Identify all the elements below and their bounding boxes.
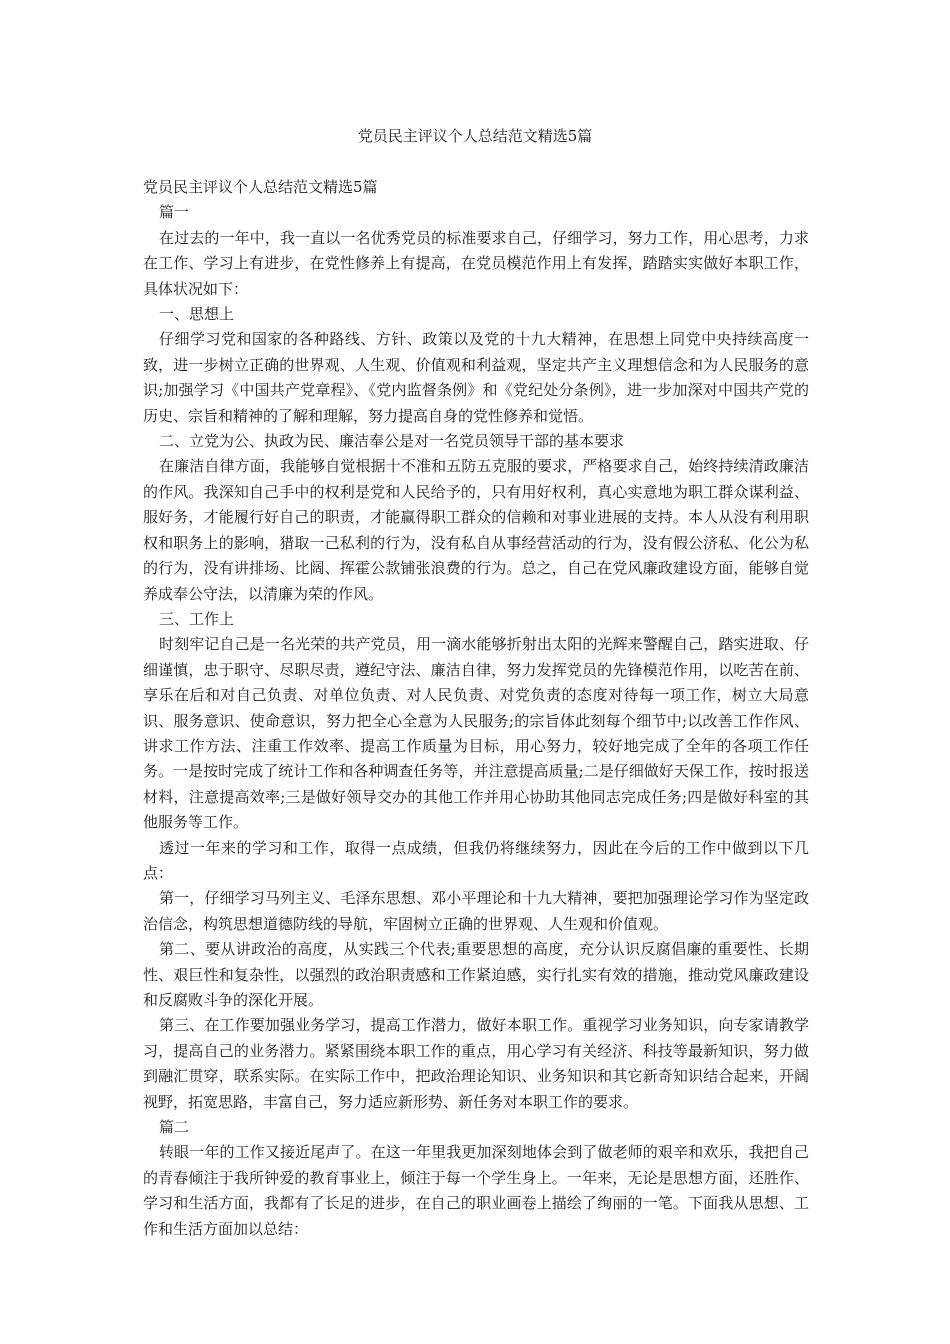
body-paragraph: 在过去的一年中，我一直以一名优秀党员的标准要求自己，仔细学习，努力工作，用心思考，力求在工作、学习上有进步，在党性修养上有提高，在党员模范作用上有发挥，踏踏实实做好本职工作，具体状况如下：	[143, 228, 809, 298]
page-title: 党员民主评议个人总结范文精选5篇	[357, 127, 593, 145]
section-heading: 三、工作上	[159, 609, 235, 628]
section-heading: 一、思想上	[159, 305, 235, 324]
document-body	[143, 175, 809, 1242]
section-heading: 篇二	[159, 1118, 190, 1137]
body-paragraph: 在廉洁自律方面，我能够自觉根据十不准和五防五克服的要求，严格要求自己，始终持续清政廉洁的作风。我深知自己手中的权利是党和人民给予的，只有用好权利，真心实意地为职工群众谋利益、服好务，才能履行好自己的职责，才能赢得职工群众的信赖和对事业进展的支持。本人从没有利用职权和职务上的影响，猎取一己私利的行为，没有私自从事经营活动的行为，没有假公济私、化公为私的行为，没有讲排场、比阔、挥霍公款铺张浪费的行为。总之，自己在党风廉政建设方面，能够自觉养成奉公守法，以清廉为荣的作风。	[143, 457, 809, 603]
section-heading: 篇一	[159, 203, 190, 222]
body-paragraph: 第三、在工作要加强业务学习，提高工作潜力，做好本职工作。重视学习业务知识，向专家请教学习，提高自己的业务潜力。紧紧围绕本职工作的重点，用心学习有关经济、科技等最新知识，努力做到融汇贯穿，联系实际。在实际工作中，把政治理论知识、业务知识和其它新奇知识结合起来，开阔视野，拓宽思路，丰富自己，努力适应新形势、新任务对本职工作的要求。	[143, 1016, 809, 1111]
body-paragraph: 透过一年来的学习和工作，取得一点成绩，但我仍将继续努力，因此在今后的工作中做到以下几点：	[143, 838, 809, 882]
body-paragraph: 仔细学习党和国家的各种路线、方针、政策以及党的十九大精神，在思想上同党中央持续高度一致，进一步树立正确的世界观、人生观、价值观和利益观，坚定共产主义理想信念和为人民服务的意识;加强学习《中国共产党章程》、《党内监督条例》和《党纪处分条例》，进一步加深对中国共产党的历史、宗旨和精神的了解和理解，努力提高自身的党性修养和觉悟。	[143, 330, 809, 425]
section-heading: 二、立党为公、执政为民、廉洁奉公是对一名党员领导干部的基本要求	[159, 432, 625, 451]
body-paragraph: 时刻牢记自己是一名光荣的共产党员，用一滴水能够折射出太阳的光辉来警醒自己，踏实进取、仔细谨慎，忠于职守、尽职尽责，遵纪守法、廉洁自律，努力发挥党员的先锋模范作用，以吃苦在前、享乐在后和对自己负责、对单位负责、对人民负责、对党负责的态度对待每一项工作，树立大局意识、服务意识、使命意识，努力把全心全意为人民服务;的宗旨体此刻每个细节中;以改善工作作风、讲求工作方法、注重工作效率、提高工作质量为目标，用心努力，较好地完成了全年的各项工作任务。一是按时完成了统计工作和各种调查任务等，并注意提高质量;二是仔细做好天保工作，按时报送材料，注意提高效率;三是做好领导交办的其他工作并用心协助其他同志完成任务;四是做好科室的其他服务等工作。	[143, 635, 809, 832]
body-paragraph: 第一，仔细学习马列主义、毛泽东思想、邓小平理论和十九大精神，要把加强理论学习作为坚定政治信念，构筑思想道德防线的导航，牢固树立正确的世界观、人生观和价值观。	[143, 889, 809, 933]
body-paragraph: 第二、要从讲政治的高度，从实践三个代表;重要思想的高度，充分认识反腐倡廉的重要性、长期性、艰巨性和复杂性，以强烈的政治职责感和工作紧迫感，实行扎实有效的措施，推动党风廉政建设和反腐败斗争的深化开展。	[143, 940, 809, 1009]
document-subtitle: 党员民主评议个人总结范文精选5篇	[143, 178, 378, 196]
body-paragraph: 转眼一年的工作又接近尾声了。在这一年里我更加深刻地体会到了做老师的艰辛和欢乐，我把自己的青春倾注于我所钟爱的教育事业上，倾注于每一个学生身上。一年来，无论是思想方面，还胜作、学习和生活方面，我都有了长足的进步，在自己的职业画卷上描绘了绚丽的一笔。下面我从思想、工作和生活方面加以总结：	[143, 1143, 809, 1238]
